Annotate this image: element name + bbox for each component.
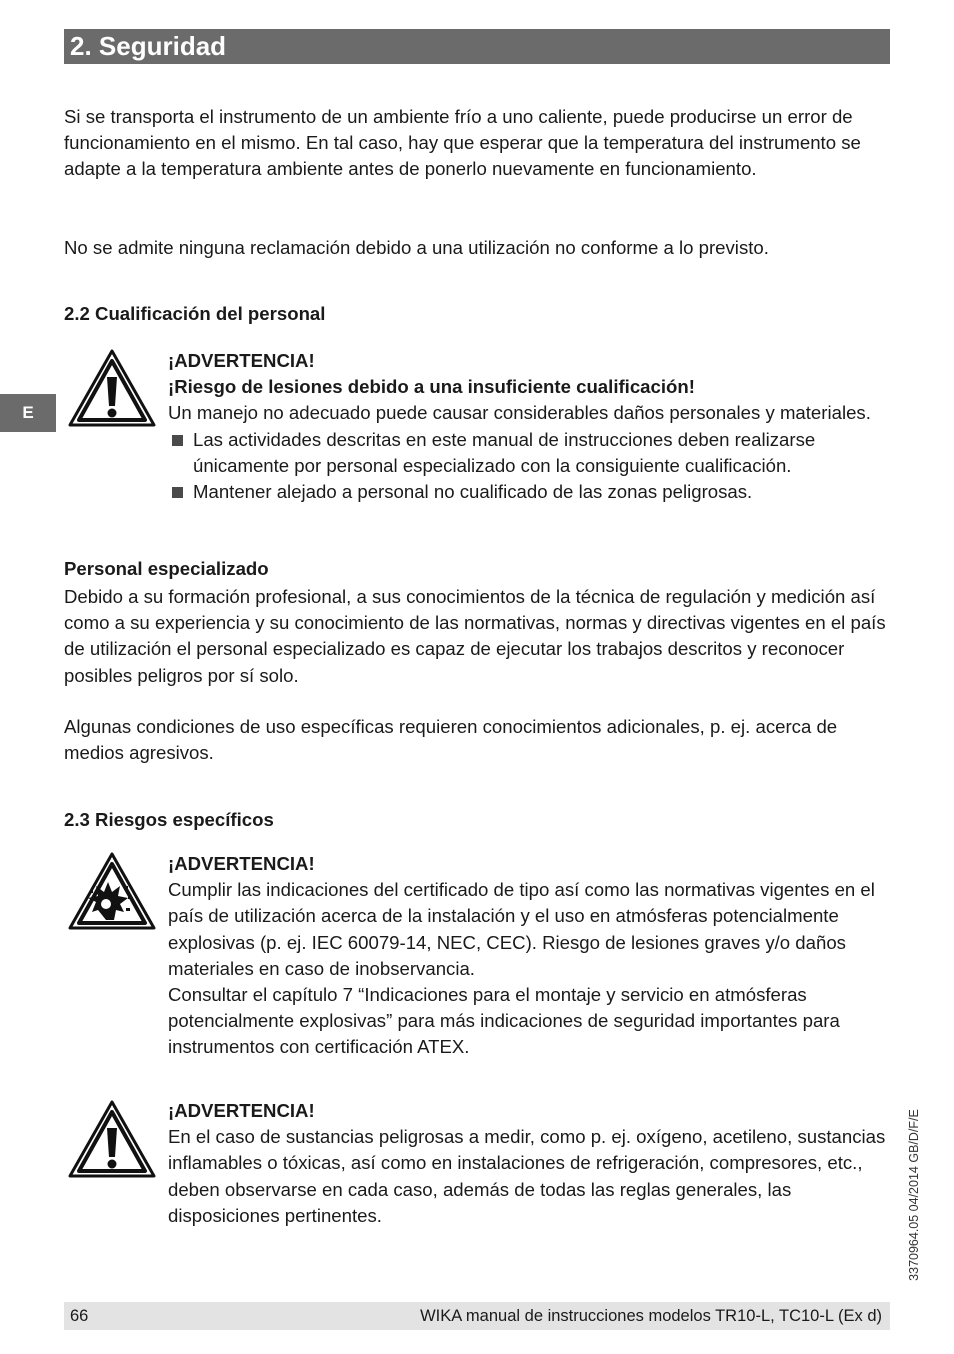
page-number: 66 bbox=[70, 1307, 89, 1325]
warning-text: Cumplir las indicaciones del certificado de tipo así como las normativas vigentes en el país de utilización acerca de la instalación y el uso en atmósferas potencialmente explosivas (p. ej. IEC 60079-14, NEC, CEC). Riesgo de lesiones graves y/o daños materiales en caso de inobservancia. bbox=[168, 879, 875, 979]
section-title-bar bbox=[64, 29, 890, 64]
warning-subtitle: ¡Riesgo de lesiones debido a una insuficiente cualificación! bbox=[168, 376, 695, 398]
document-code-text: 3370964.05 04/2014 GB/D/F/E bbox=[907, 1109, 921, 1281]
footer-document-title: WIKA manual de instrucciones modelos TR10-L, TC10-L (Ex d) bbox=[420, 1307, 882, 1325]
language-tab: E bbox=[0, 394, 56, 432]
intro-paragraph-2: No se admite ninguna reclamación debido a una utilización no conforme a lo previsto. bbox=[64, 237, 769, 258]
warning-hazardous-substances bbox=[168, 1098, 890, 1229]
warning-title: ¡ADVERTENCIA! bbox=[168, 853, 315, 874]
warning-title: ¡ADVERTENCIA! bbox=[168, 1100, 315, 1121]
warning-text: Un manejo no adecuado puede causar considerables daños personales y materiales. bbox=[168, 402, 871, 424]
footer-bar bbox=[64, 1302, 890, 1330]
warning-title: ¡ADVERTENCIA! bbox=[168, 350, 315, 371]
intro-paragraph-1: Si se transporta el instrumento de un ambiente frío a uno caliente, puede producirse un error de funcionamiento en el mismo. En tal caso, hay que esperar que la temperatura del instrumento se adapte a la temperatura ambiente antes de ponerlo nuevamente en funcionamiento. bbox=[64, 106, 861, 180]
bullet-square-icon bbox=[172, 487, 183, 498]
list-item-text: Mantener alejado a personal no cualificado de las zonas peligrosas. bbox=[193, 481, 753, 503]
document-code bbox=[904, 1100, 924, 1290]
warning-triangle-icon bbox=[68, 1100, 156, 1178]
warning-text: Consultar el capítulo 7 “Indicaciones para el montaje y servicio en atmósferas potencialmente explosivas” para más indicaciones de seguridad importantes para instrumentos con certificación ATEX. bbox=[168, 984, 840, 1058]
list-item bbox=[168, 479, 890, 505]
personal-paragraph-1: Debido a su formación profesional, a sus conocimientos de la técnica de regulación y medición así como a su experiencia y su conocimiento de las normativas, normas y directivas vigentes en el país de utilización el personal especializado es capaz de ejecutar los trabajos descritos y reconocer posibles peligros por sí solo. bbox=[64, 586, 886, 686]
warning-triangle-icon bbox=[68, 349, 156, 427]
personal-paragraph-2: Algunas condiciones de uso específicas requieren conocimientos adicionales, p. ej. acerca de medios agresivos. bbox=[64, 716, 838, 764]
list-item-text: Las actividades descritas en este manual de instrucciones deben realizarse únicamente por personal especializado con la consiguiente cualificación. bbox=[193, 428, 816, 476]
warning-qualification bbox=[168, 348, 890, 505]
section-heading-2-3: 2.3 Riesgos específicos bbox=[64, 809, 274, 830]
warning-explosive-atmosphere bbox=[168, 851, 890, 1061]
explosion-hazard-icon bbox=[68, 852, 156, 930]
list-item bbox=[168, 427, 890, 479]
page-title: 2. Seguridad bbox=[70, 31, 227, 61]
bullet-square-icon bbox=[172, 435, 183, 446]
subheading-personal: Personal especializado bbox=[64, 558, 269, 579]
section-heading-2-2: 2.2 Cualificación del personal bbox=[64, 303, 326, 324]
warning-text: En el caso de sustancias peligrosas a medir, como p. ej. oxígeno, acetileno, sustancias inflamables o tóxicas, así como en instalaciones de refrigeración, compresores, etc., deben observarse en cada caso, además de todas las reglas generales, las disposiciones pertinentes. bbox=[168, 1126, 886, 1226]
